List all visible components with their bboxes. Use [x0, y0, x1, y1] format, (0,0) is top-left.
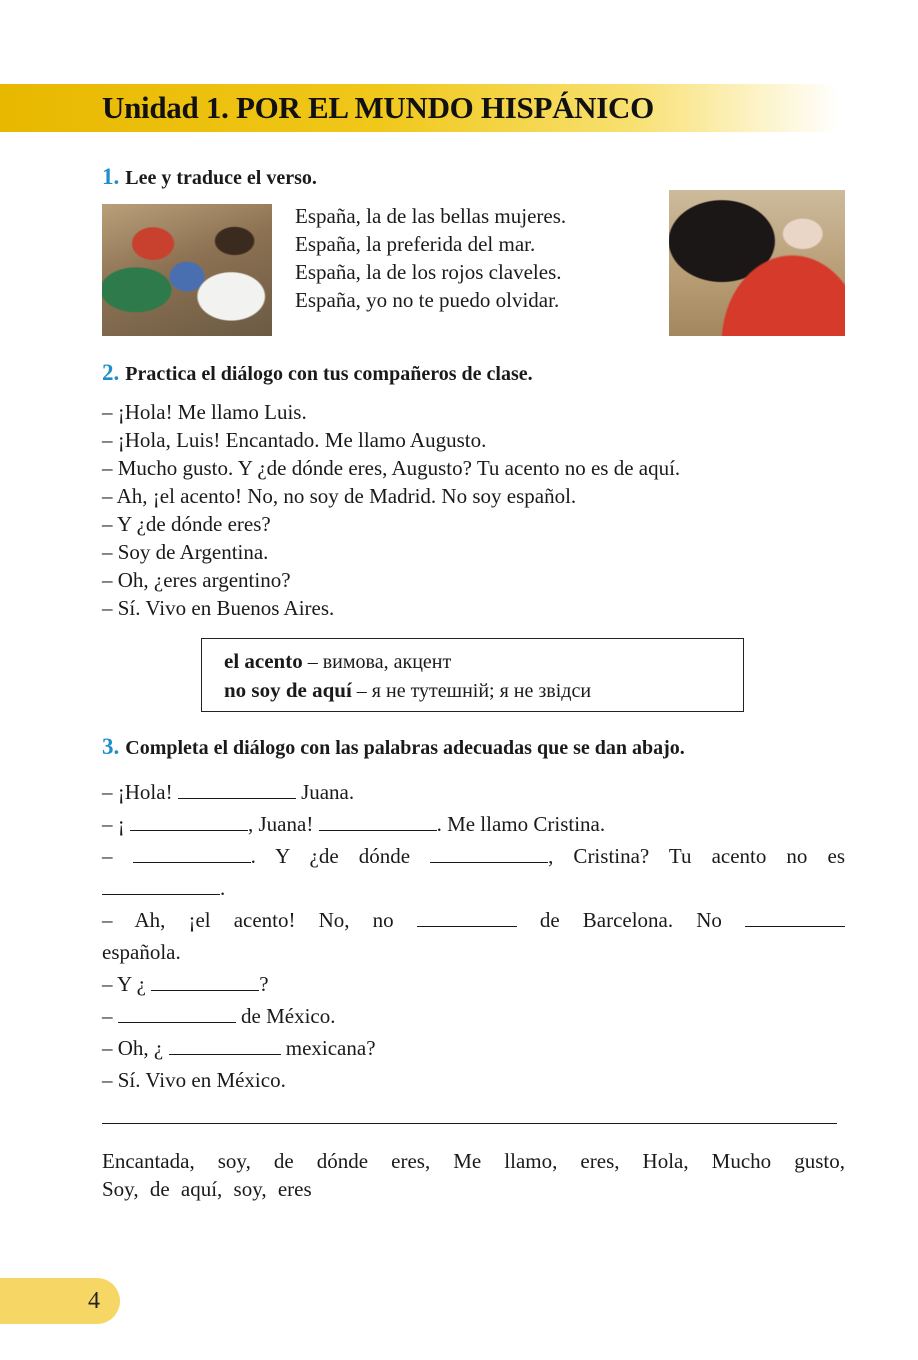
exercise-2-title: Practica el diálogo con tus compañeros de clase. — [125, 363, 533, 385]
verse-line: España, la de las bellas mujeres. — [295, 204, 567, 228]
fill-line — [102, 1000, 845, 1032]
fill-text: de México. — [235, 1004, 336, 1028]
page-number: 4 — [88, 1288, 100, 1314]
verse — [295, 202, 566, 314]
fill-text: – Ah, ¡el acento! No, no — [102, 908, 417, 932]
verse-line: España, la preferida del mar. — [295, 232, 536, 256]
exercise-3-heading — [102, 735, 685, 760]
answer-blank[interactable] — [133, 842, 251, 863]
word-bank-divider — [102, 1123, 837, 1124]
word-bank — [102, 1147, 845, 1203]
verse-line: España, la de los rojos claveles. — [295, 260, 562, 284]
vocab-term: no soy de aquí — [224, 678, 352, 702]
fill-text: mexicana? — [280, 1036, 376, 1060]
exercise-2-number: 2. — [102, 360, 120, 385]
fill-line — [102, 1032, 845, 1064]
answer-blank[interactable] — [169, 1034, 281, 1055]
vocabulary-box — [201, 638, 744, 712]
vocab-translation: – я не тутешній; я не звідси — [351, 680, 592, 702]
fill-text: española. — [102, 940, 181, 964]
fill-text: , Juana! — [248, 812, 319, 836]
dialogue-line: – Oh, ¿eres argentino? — [102, 568, 291, 592]
word-bank-line: Encantada, soy, de dónde eres, Me llamo, eres, Hola, Mucho gusto, — [102, 1149, 845, 1173]
fill-line — [102, 1064, 845, 1096]
fill-text: – ¡ — [102, 812, 130, 836]
flamenco-dancers-photo — [102, 204, 272, 336]
dialogue-line: – Sí. Vivo en Buenos Aires. — [102, 596, 335, 620]
exercise-1-number: 1. — [102, 164, 120, 189]
fill-text: Juana. — [295, 780, 355, 804]
fill-text: – — [102, 844, 133, 868]
exercise-1-heading — [102, 165, 317, 190]
fill-text: – Sí. Vivo en México. — [102, 1068, 286, 1092]
dialogue-line: – ¡Hola! Me llamo Luis. — [102, 400, 307, 424]
answer-blank[interactable] — [417, 906, 517, 927]
fill-line — [102, 968, 845, 1000]
exercise-2-heading — [102, 361, 533, 386]
dialogue-line: – ¡Hola, Luis! Encantado. Me llamo Augusto. — [102, 428, 487, 452]
page-number-tab — [0, 1278, 120, 1324]
unit-title: Unidad 1. POR EL MUNDO HISPÁNICO — [102, 90, 654, 125]
dialogue — [102, 398, 680, 622]
fill-text: – Y ¿ — [102, 972, 152, 996]
answer-blank[interactable] — [319, 810, 437, 831]
dialogue-line: – Y ¿de dónde eres? — [102, 512, 271, 536]
fill-text: . Y ¿de dónde — [250, 844, 431, 868]
answer-blank[interactable] — [102, 874, 220, 895]
fill-line — [102, 936, 845, 968]
exercise-1-title: Lee y traduce el verso. — [125, 167, 317, 189]
dialogue-line: – Ah, ¡el acento! No, no soy de Madrid. No soy español. — [102, 484, 577, 508]
exercise-3-number: 3. — [102, 734, 120, 759]
vocab-term: el acento — [224, 649, 303, 673]
answer-blank[interactable] — [745, 906, 845, 927]
exercise-3-title: Completa el diálogo con las palabras adecuadas que se dan abajo. — [125, 737, 685, 759]
fill-line — [102, 872, 845, 904]
verse-line: España, yo no te puedo olvidar. — [295, 288, 560, 312]
fill-text: – — [102, 1004, 118, 1028]
fill-text: . — [220, 876, 226, 900]
fill-text: , Cristina? Tu acento no es — [548, 844, 845, 868]
fill-text: ? — [259, 972, 269, 996]
answer-blank[interactable] — [151, 970, 259, 991]
fill-text: . Me llamo Cristina. — [436, 812, 606, 836]
vocab-translation: – вимова, акцент — [302, 651, 452, 673]
fill-line — [102, 840, 845, 872]
answer-blank[interactable] — [178, 778, 296, 799]
fill-in-dialogue — [102, 776, 845, 1096]
answer-blank[interactable] — [118, 1002, 236, 1023]
fill-line — [102, 808, 845, 840]
fill-text: – Oh, ¿ — [102, 1036, 169, 1060]
fill-text: – ¡Hola! — [102, 780, 178, 804]
dialogue-line: – Mucho gusto. Y ¿de dónde eres, Augusto? Tu acento no es de aquí. — [102, 456, 681, 480]
answer-blank[interactable] — [430, 842, 548, 863]
bullfight-photo — [669, 190, 845, 336]
vocab-entry — [224, 647, 743, 676]
fill-line — [102, 776, 845, 808]
answer-blank[interactable] — [130, 810, 248, 831]
fill-line — [102, 904, 845, 936]
vocab-entry — [224, 676, 743, 705]
dialogue-line: – Soy de Argentina. — [102, 540, 269, 564]
word-bank-line: Soy, de aquí, soy, eres — [102, 1177, 312, 1201]
fill-text: de Barcelona. No — [516, 908, 745, 932]
